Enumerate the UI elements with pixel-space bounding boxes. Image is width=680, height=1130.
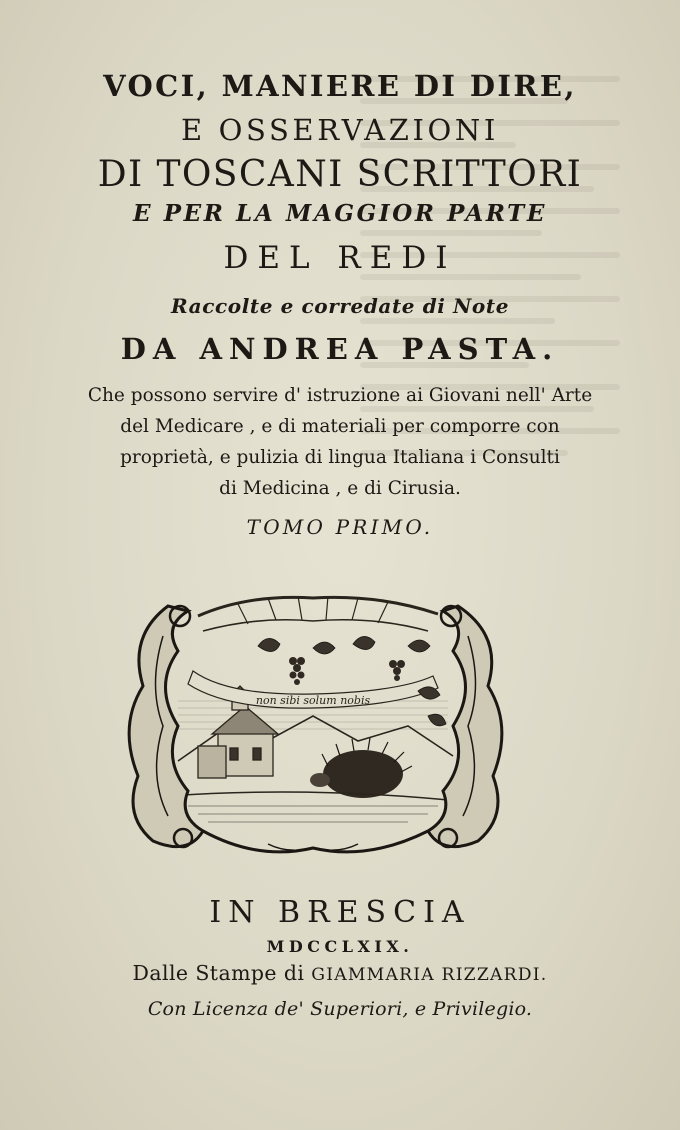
title-line-2: E OSSERVAZIONI: [181, 113, 499, 147]
volume-label: TOMO PRIMO.: [246, 515, 434, 539]
description: [30, 380, 650, 504]
description-line-2: del Medicare , e di materiali per comporre con: [120, 416, 560, 437]
description-line-3: proprietà, e pulizia di lingua Italiana i Consulti: [120, 447, 560, 468]
imprint-license: Con Licenza de' Superiori, e Privilegio.: [147, 998, 533, 1020]
title-line-1: VOCI, MANIERE DI DIRE,: [103, 69, 577, 103]
imprint-year: MDCCLXIX.: [266, 937, 414, 956]
vignette-motto: non sibi solum nobis: [255, 694, 371, 707]
printer-prefix: Dalle Stampe di: [132, 961, 312, 985]
title-line-5: DEL REDI: [223, 240, 457, 276]
compiler-note: Raccolte e corredate di Note: [170, 294, 510, 318]
printer-name: GIAMMARIA RIZZARDI.: [311, 965, 548, 985]
title-line-4: E PER LA MAGGIOR PARTE: [132, 200, 548, 227]
imprint-printer: [0, 963, 680, 984]
title-line-3: DI TOSCANI SCRITTORI: [97, 154, 583, 195]
imprint-place: IN BRESCIA: [209, 895, 471, 930]
description-line-1: Che possono servire d' istruzione ai Giovani nell' Arte: [87, 385, 593, 406]
description-line-4: di Medicina , e di Cirusia.: [219, 478, 461, 499]
author-line: DA ANDREA PASTA.: [120, 332, 560, 366]
printers-vignette-illustration: [108, 576, 518, 866]
